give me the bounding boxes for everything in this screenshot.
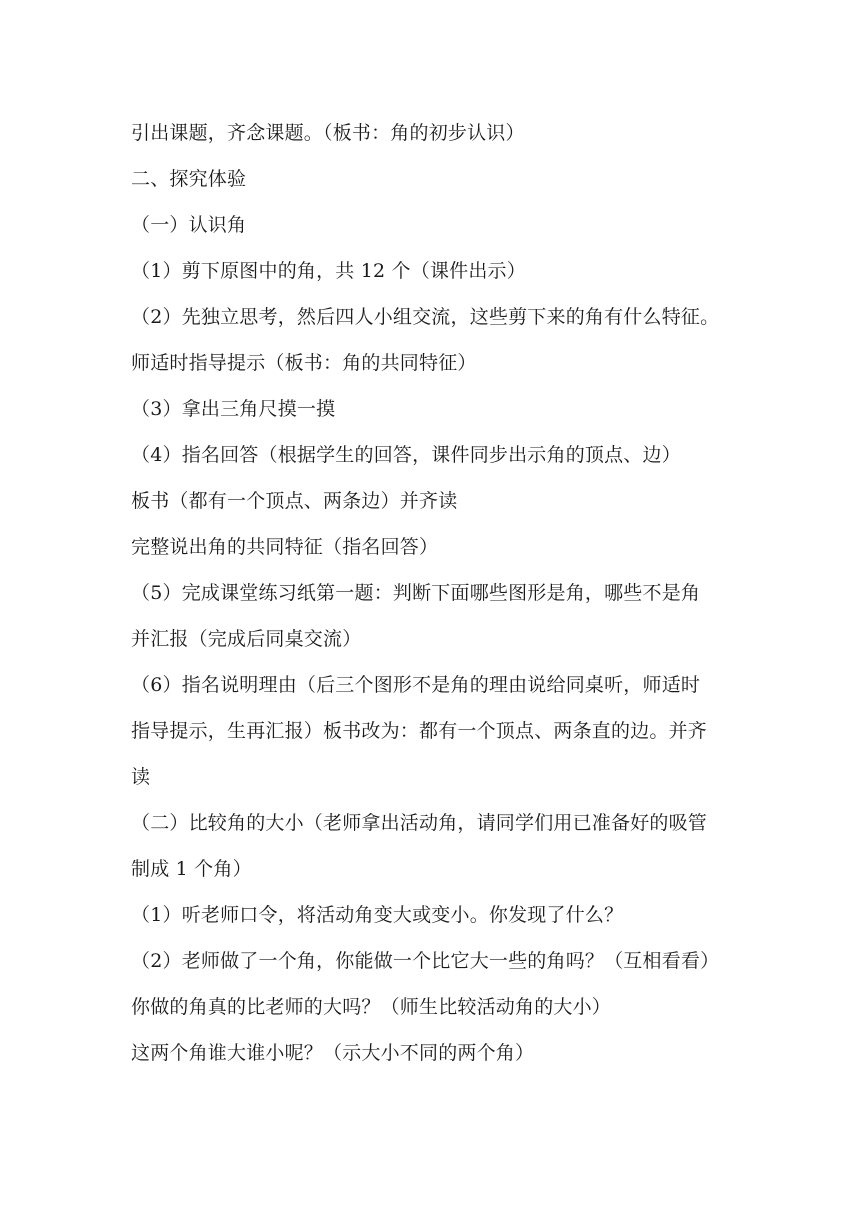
text-line: 并汇报（完成后同桌交流）	[131, 628, 362, 650]
text-line: 引出课题，齐念课题。（板书：角的初步认识）	[131, 122, 525, 144]
text-line: 读	[131, 766, 151, 788]
text-line: （2）老师做了一个角，你能做一个比它大一些的角吗？（互相看看）	[131, 950, 720, 972]
section-heading: 二、探究体验	[131, 168, 247, 190]
text-line: 完整说出角的共同特征（指名回答）	[131, 536, 439, 558]
text-line: （4）指名回答（根据学生的回答，课件同步出示角的顶点、边）	[131, 444, 681, 466]
text-line: （3）拿出三角尺摸一摸	[131, 398, 336, 420]
subsection-heading: （一）认识角	[131, 214, 247, 236]
text-line: 这两个角谁大谁小呢？（示大小不同的两个角）	[131, 1042, 535, 1064]
text-line: （1）剪下原图中的角，共 12 个（课件出示）	[131, 260, 526, 282]
text-line: （1）听老师口令，将活动角变大或变小。你发现了什么？	[131, 904, 624, 926]
subsection-heading: （二）比较角的大小（老师拿出活动角，请同学们用已准备好的吸管	[131, 812, 708, 834]
text-line: 你做的角真的比老师的大吗？（师生比较活动角的大小）	[131, 996, 612, 1018]
text-line: 指导提示，生再汇报）板书改为：都有一个顶点、两条直的边。并齐	[131, 720, 708, 742]
document-body	[131, 110, 751, 1076]
text-line: 制成 1 个角）	[131, 858, 252, 880]
text-line: （5）完成课堂练习纸第一题：判断下面哪些图形是角，哪些不是角	[131, 582, 701, 604]
text-line: （2）先独立思考，然后四人小组交流，这些剪下来的角有什么特征。	[131, 306, 720, 328]
text-line: （6）指名说明理由（后三个图形不是角的理由说给同桌听，师适时	[131, 674, 701, 696]
text-line: 板书（都有一个顶点、两条边）并齐读	[131, 490, 458, 512]
text-line: 师适时指导提示（板书：角的共同特征）	[131, 352, 477, 374]
